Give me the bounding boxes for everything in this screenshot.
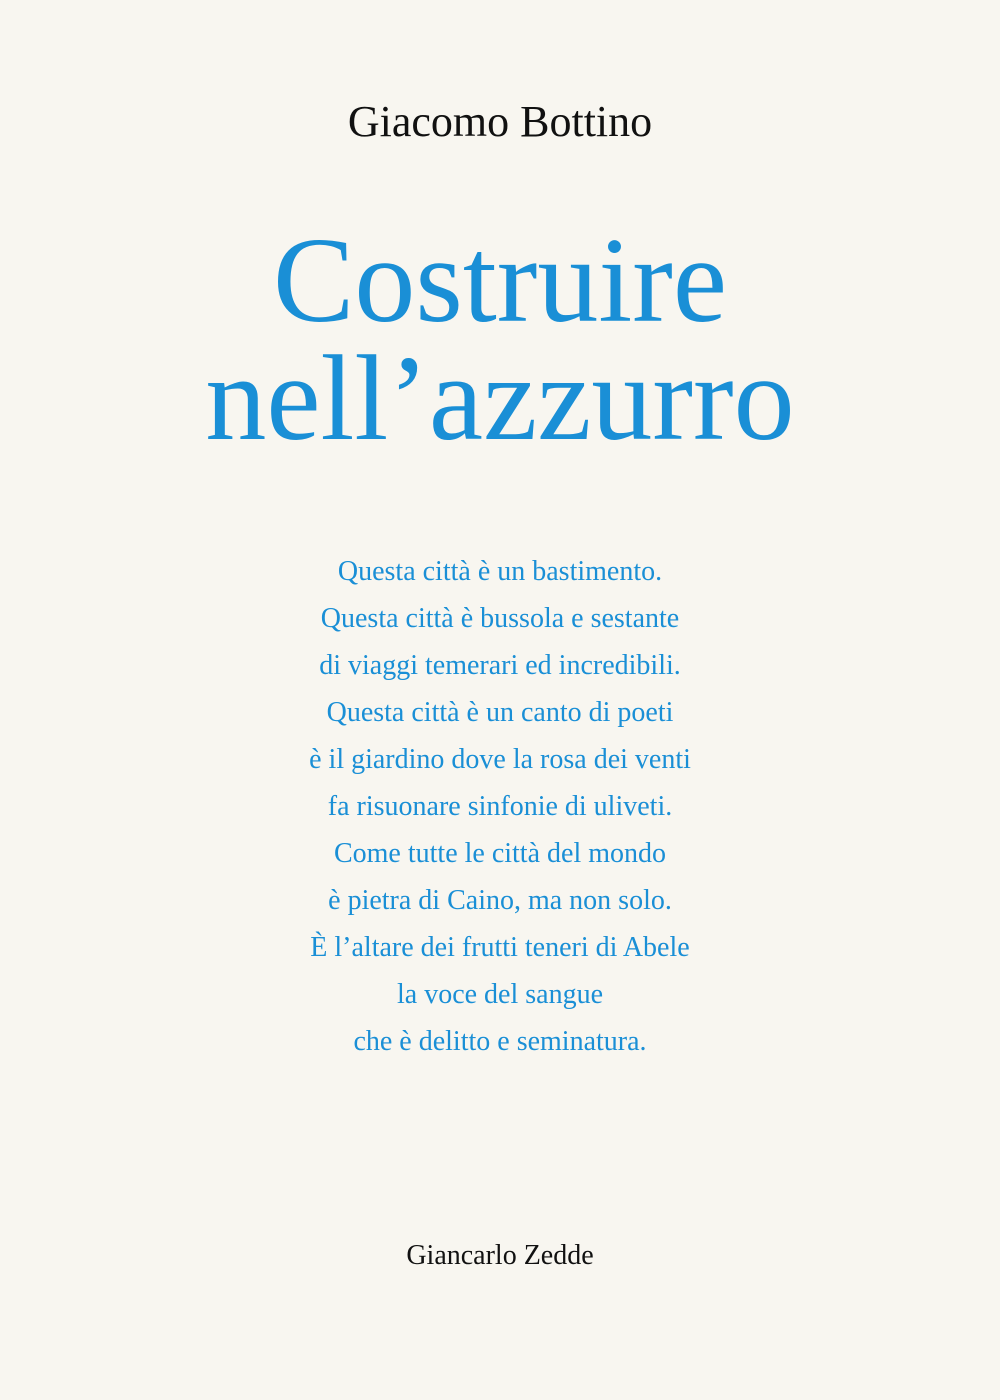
poem-line: di viaggi temerari ed incredibili. (319, 650, 681, 681)
poem-line: che è delitto e seminatura. (353, 1026, 647, 1057)
title-line: Costruire (272, 213, 728, 348)
poem-line: Questa città è bussola e sestante (320, 603, 680, 634)
poem-line: la voce del sangue (396, 979, 604, 1010)
poem-line: Questa città è un bastimento. (337, 556, 663, 587)
author-name: Giacomo Bottino (347, 97, 653, 146)
publisher-name: Giancarlo Zedde (406, 1240, 594, 1271)
poem-line: Come tutte le città del mondo (333, 838, 667, 869)
title-line: nell’azzurro (205, 331, 795, 466)
poem-line: è il giardino dove la rosa dei venti (309, 744, 691, 775)
book-title (0, 213, 1000, 466)
poem-line: Questa città è un canto di poeti (326, 697, 674, 728)
poem-line: fa risuonare sinfonie di uliveti. (327, 791, 673, 822)
poem-line: è pietra di Caino, ma non solo. (328, 885, 672, 916)
poem-line: È l’altare dei frutti teneri di Abele (310, 932, 690, 963)
poem-excerpt (0, 548, 1000, 1065)
